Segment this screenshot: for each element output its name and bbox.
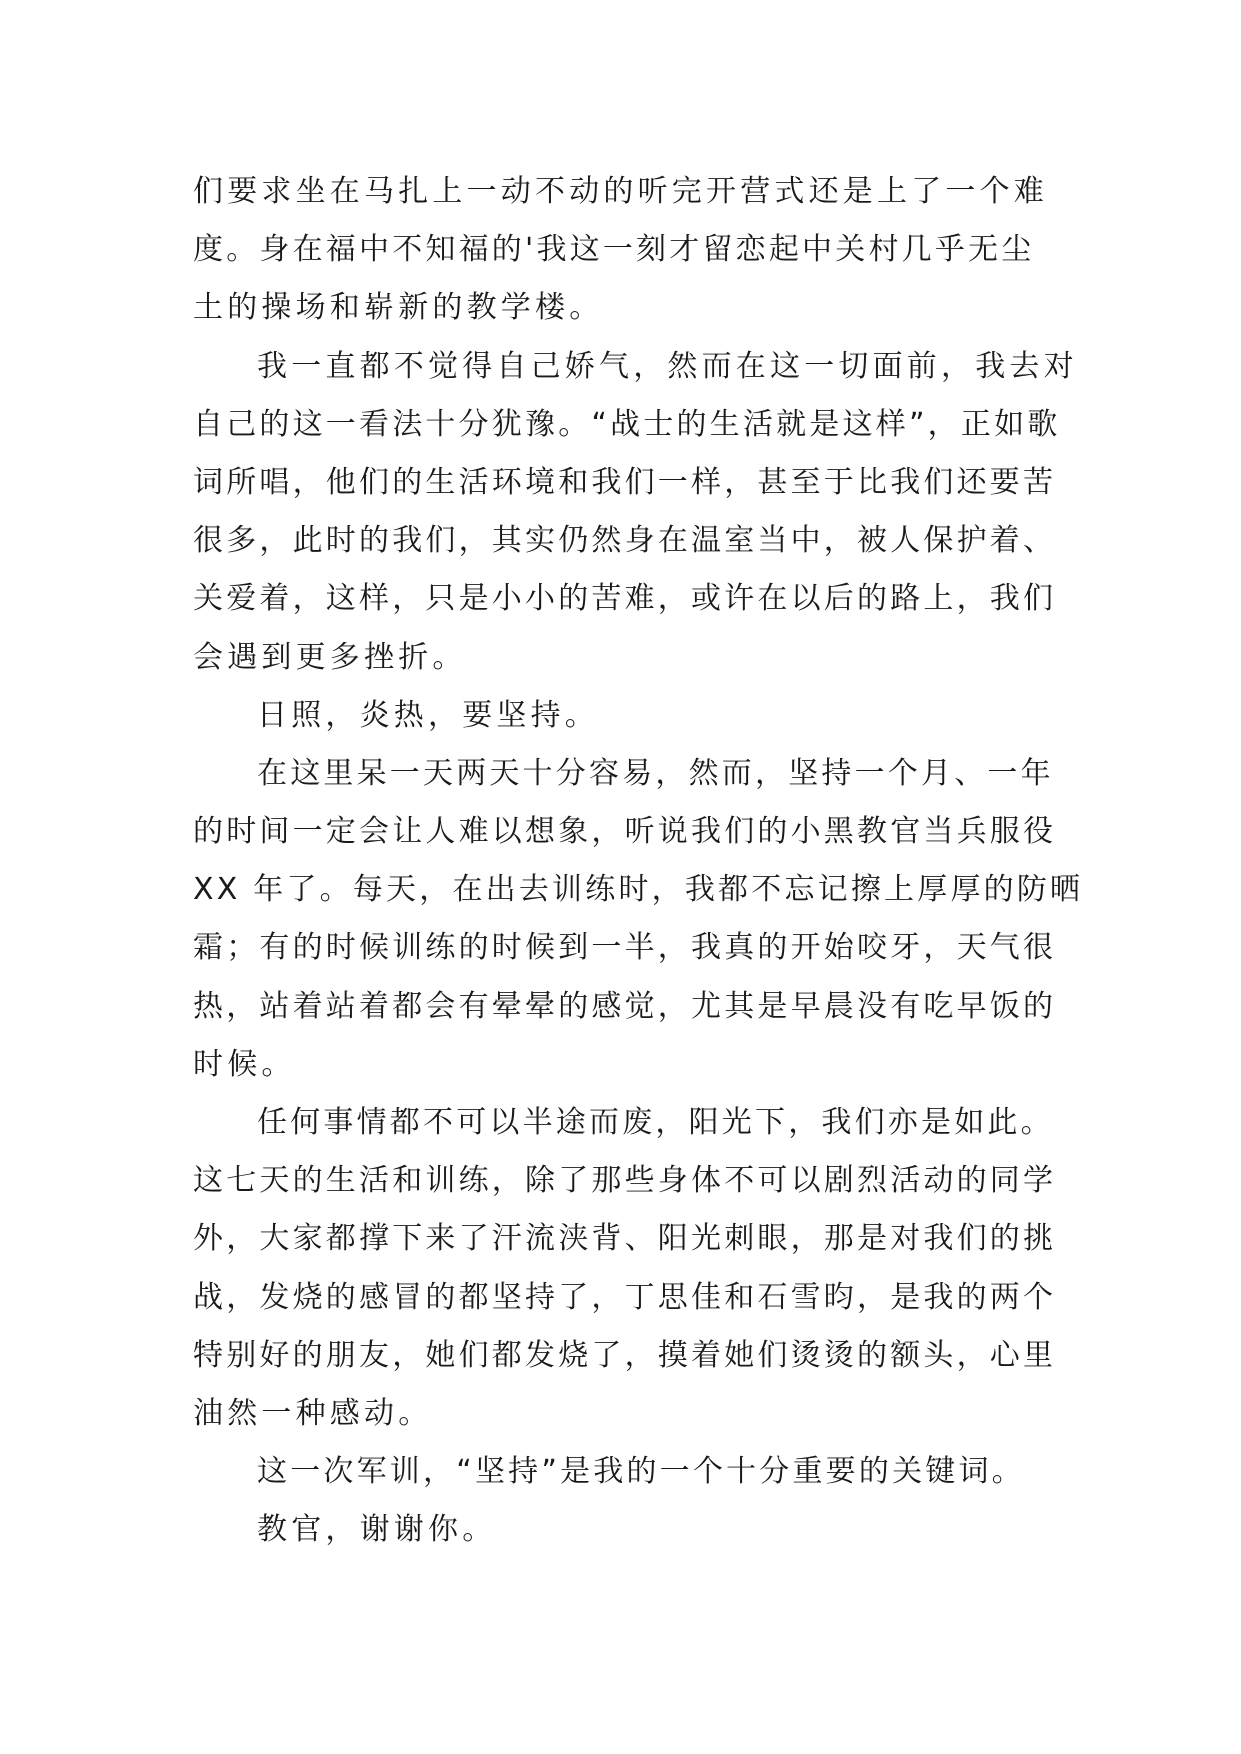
text-line: 油然一种感动。 <box>193 1395 433 1431</box>
text-line: 自己的这一看法十分犹豫。“战士的生活就是这样”，正如歌 <box>193 406 1061 442</box>
text-line: XX 年了。每天，在出去训练时，我都不忘记擦上厚厚的防晒 <box>193 872 1084 908</box>
text-line: 度。身在福中不知福的'我这一刻才留恋起中关村几乎无尘 <box>193 232 1035 268</box>
text-line: 的时间一定会让人难以想象，听说我们的小黑教官当兵服役 <box>193 814 1057 850</box>
text-line: 时候。 <box>193 1046 296 1082</box>
text-line: 这七天的生活和训练，除了那些身体不可以剧烈活动的同学 <box>193 1163 1057 1199</box>
text-line: 教官，谢谢你。 <box>257 1512 497 1548</box>
text-line: 特别好的朋友，她们都发烧了，摸着她们烫烫的额头，心里 <box>193 1337 1057 1373</box>
text-line: 们要求坐在马扎上一动不动的听完开营式还是上了一个难 <box>193 174 1048 209</box>
text-line: 战，发烧的感冒的都坚持了，丁思佳和石雪昀，是我的两个 <box>193 1279 1057 1315</box>
text-line: 关爱着，这样，只是小小的苦难，或许在以后的路上，我们 <box>193 581 1057 617</box>
text-line: 日照，炎热，要坚持。 <box>257 697 599 733</box>
document-body <box>193 163 1084 1560</box>
text-line: 会遇到更多挫折。 <box>193 639 467 675</box>
text-line: 词所唱，他们的生活环境和我们一样，甚至于比我们还要苦 <box>193 464 1057 500</box>
text-line: 外，大家都撑下来了汗流浃背、阳光刺眼，那是对我们的挑 <box>193 1221 1057 1257</box>
text-line: 热，站着站着都会有晕晕的感觉，尤其是早晨没有吃早饭的 <box>193 988 1057 1024</box>
text-line: 土的操场和崭新的教学楼。 <box>193 290 604 326</box>
text-line: 在这里呆一天两天十分容易，然而，坚持一个月、一年 <box>257 755 1054 791</box>
text-line: 很多，此时的我们，其实仍然身在温室当中，被人保护着、 <box>193 523 1057 559</box>
text-line: 我一直都不觉得自己娇气，然而在这一切面前，我去对 <box>257 348 1078 384</box>
text-line: 霜；有的时候训练的时候到一半，我真的开始咬牙，天气很 <box>193 930 1057 966</box>
text-line: 任何事情都不可以半途而废，阳光下，我们亦是如此。 <box>257 1105 1054 1140</box>
text-line: 这一次军训，“坚持”是我的一个十分重要的关键词。 <box>257 1454 1025 1490</box>
